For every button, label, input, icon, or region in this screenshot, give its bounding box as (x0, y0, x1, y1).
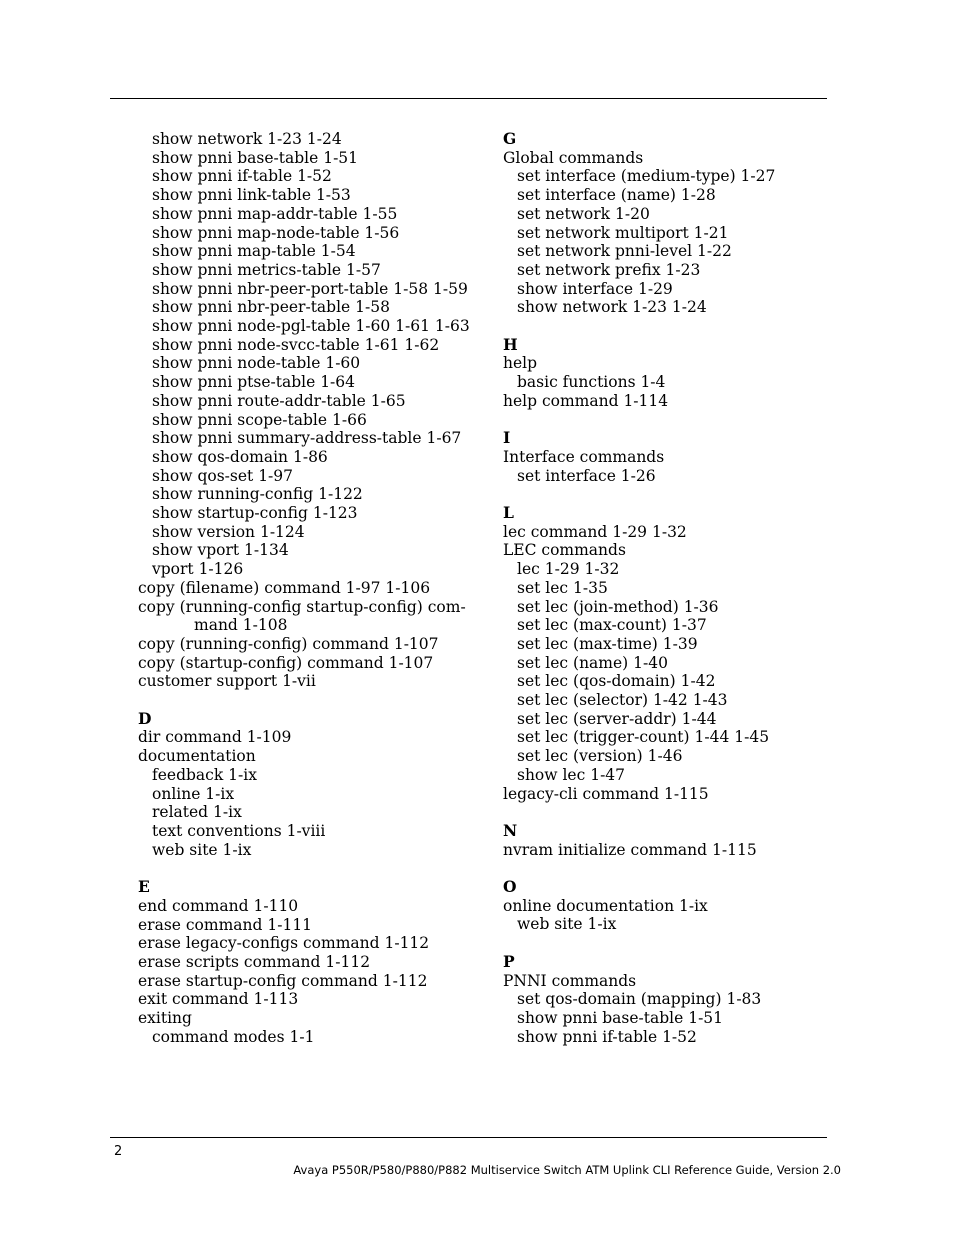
index-entry (138, 598, 483, 635)
section-gap (503, 803, 833, 822)
index-subentry: show pnni ptse-table 1-64 (152, 373, 356, 392)
index-subentry: show pnni map-table 1-54 (152, 242, 356, 261)
index-entry: legacy-cli command 1-115 (503, 784, 709, 803)
index-subentry: set network 1-20 (517, 204, 650, 223)
index-entry: end command 1-110 (138, 896, 299, 915)
index-subentry: show pnni node-pgl-table 1-60 1-61 1-63 (152, 317, 470, 336)
index-entry: erase legacy-configs command 1-112 (138, 934, 430, 953)
section-gap (138, 691, 483, 710)
index-subentry: set interface (name) 1-28 (517, 186, 716, 205)
index-subentry: vport 1-126 (152, 560, 244, 579)
index-subentry: text conventions 1-viii (152, 822, 326, 840)
index-entry: help (503, 354, 538, 373)
index-entry: online documentation 1-ix (503, 896, 708, 915)
index-subentry: set lec 1-35 (517, 578, 608, 597)
index-subentry: show vport 1-134 (152, 541, 289, 560)
index-subentry: set lec (max-count) 1-37 (517, 616, 707, 635)
index-subentry: show network 1-23 1-24 (152, 130, 342, 148)
index-entry: exiting (138, 1009, 192, 1028)
footer-title: Avaya P550R/P580/P880/P882 Multiservice Switch ATM Uplink CLI Reference Guide, Version 2.0 (293, 1163, 841, 1177)
index-entry: copy (running-config) command 1-107 (138, 634, 439, 653)
index-entry-continuation: mand 1-108 (194, 616, 288, 635)
index-subentry: command modes 1-1 (152, 1027, 315, 1046)
index-subentry: show pnni route-addr-table 1-65 (152, 391, 406, 410)
index-subentry: show startup-config 1-123 (152, 504, 358, 523)
footer-rule (110, 1137, 827, 1138)
index-subentry: show pnni if-table 1-52 (517, 1027, 697, 1046)
section-gap (503, 317, 833, 336)
index-subentry: show pnni nbr-peer-table 1-58 (152, 298, 390, 317)
index-section-letter: O (503, 877, 517, 897)
index-subentry: set interface (medium-type) 1-27 (517, 167, 776, 186)
index-subentry: show qos-set 1-97 (152, 466, 294, 485)
index-entry: dir command 1-109 (138, 728, 292, 747)
index-subentry: online 1-ix (152, 784, 235, 803)
index-subentry: show interface 1-29 (517, 279, 673, 298)
index-entry: documentation (138, 747, 256, 766)
index-section-letter: P (503, 951, 515, 971)
index-subentry: set lec (version) 1-46 (517, 747, 683, 766)
index-subentry: show pnni if-table 1-52 (152, 167, 332, 186)
index-subentry: show pnni node-svcc-table 1-61 1-62 (152, 335, 440, 354)
index-entry: Interface commands (503, 447, 665, 466)
index-subentry: set lec (max-time) 1-39 (517, 634, 698, 653)
index-subentry: show pnni base-table 1-51 (517, 1008, 724, 1027)
index-subentry: show pnni base-table 1-51 (152, 148, 359, 167)
index-subentry: show running-config 1-122 (152, 485, 363, 504)
index-section-letter: D (138, 708, 152, 728)
index-subentry: show pnni node-table 1-60 (152, 354, 361, 373)
section-gap (503, 859, 833, 878)
index-subentry: set lec (server-addr) 1-44 (517, 709, 717, 728)
index-entry: PNNI commands (503, 971, 637, 990)
index-subentry: show pnni map-node-table 1-56 (152, 223, 400, 242)
index-entry-text: copy (running-config startup-config) com- (138, 597, 466, 616)
section-gap (503, 934, 833, 953)
index-subentry: show pnni link-table 1-53 (152, 186, 351, 205)
index-subentry: set qos-domain (mapping) 1-83 (517, 990, 762, 1009)
index-subentry: set lec (qos-domain) 1-42 (517, 672, 716, 691)
header-rule (110, 98, 827, 99)
section-gap (503, 411, 833, 430)
index-subentry: basic functions 1-4 (517, 373, 666, 392)
index-entry: erase command 1-111 (138, 915, 313, 934)
index-subentry: set lec (name) 1-40 (517, 653, 668, 672)
index-section-letter: E (138, 877, 150, 897)
index-subentry: web site 1-ix (517, 915, 617, 934)
index-subentry: related 1-ix (152, 803, 242, 822)
index-column-left (138, 130, 483, 1046)
index-section-letter: H (503, 334, 518, 354)
index-subentry: set lec (selector) 1-42 1-43 (517, 691, 728, 710)
index-entry: lec command 1-29 1-32 (503, 522, 687, 541)
section-gap (503, 485, 833, 504)
index-entry: erase scripts command 1-112 (138, 952, 371, 971)
index-entry: exit command 1-113 (138, 990, 299, 1009)
index-subentry: set network multiport 1-21 (517, 223, 729, 242)
index-entry: help command 1-114 (503, 391, 669, 410)
index-entry: nvram initialize command 1-115 (503, 840, 757, 859)
index-subentry: feedback 1-ix (152, 765, 257, 784)
index-section-letter: L (503, 503, 514, 523)
index-subentry: show pnni scope-table 1-66 (152, 410, 367, 429)
page-number: 2 (114, 1144, 123, 1159)
index-subentry: web site 1-ix (152, 840, 252, 859)
index-subentry: show pnni metrics-table 1-57 (152, 260, 381, 279)
index-entry: copy (filename) command 1-97 1-106 (138, 578, 431, 597)
index-column-right (503, 130, 833, 1046)
index-subentry: show pnni map-addr-table 1-55 (152, 204, 398, 223)
index-subentry: show version 1-124 (152, 522, 305, 541)
index-subentry: set lec (trigger-count) 1-44 1-45 (517, 728, 770, 747)
index-subentry: lec 1-29 1-32 (517, 560, 620, 579)
index-entry: customer support 1-vii (138, 672, 316, 691)
index-subentry: set lec (join-method) 1-36 (517, 597, 719, 616)
index-entry: Global commands (503, 148, 644, 167)
section-gap (138, 859, 483, 878)
index-subentry: set interface 1-26 (517, 466, 656, 485)
index-entry: copy (startup-config) command 1-107 (138, 653, 434, 672)
index-subentry: show pnni summary-address-table 1-67 (152, 429, 462, 448)
index-section-letter: G (503, 129, 517, 148)
index-entry: LEC commands (503, 541, 626, 560)
index-entry: erase startup-config command 1-112 (138, 971, 428, 990)
index-subentry: set network prefix 1-23 (517, 260, 701, 279)
index-subentry: show network 1-23 1-24 (517, 298, 707, 317)
index-section-letter: I (503, 428, 511, 448)
index-section-letter: N (503, 820, 518, 840)
index-subentry: show qos-domain 1-86 (152, 447, 328, 466)
index-subentry: show pnni nbr-peer-port-table 1-58 1-59 (152, 279, 468, 298)
index-subentry: set network pnni-level 1-22 (517, 242, 732, 261)
index-subentry: show lec 1-47 (517, 765, 626, 784)
